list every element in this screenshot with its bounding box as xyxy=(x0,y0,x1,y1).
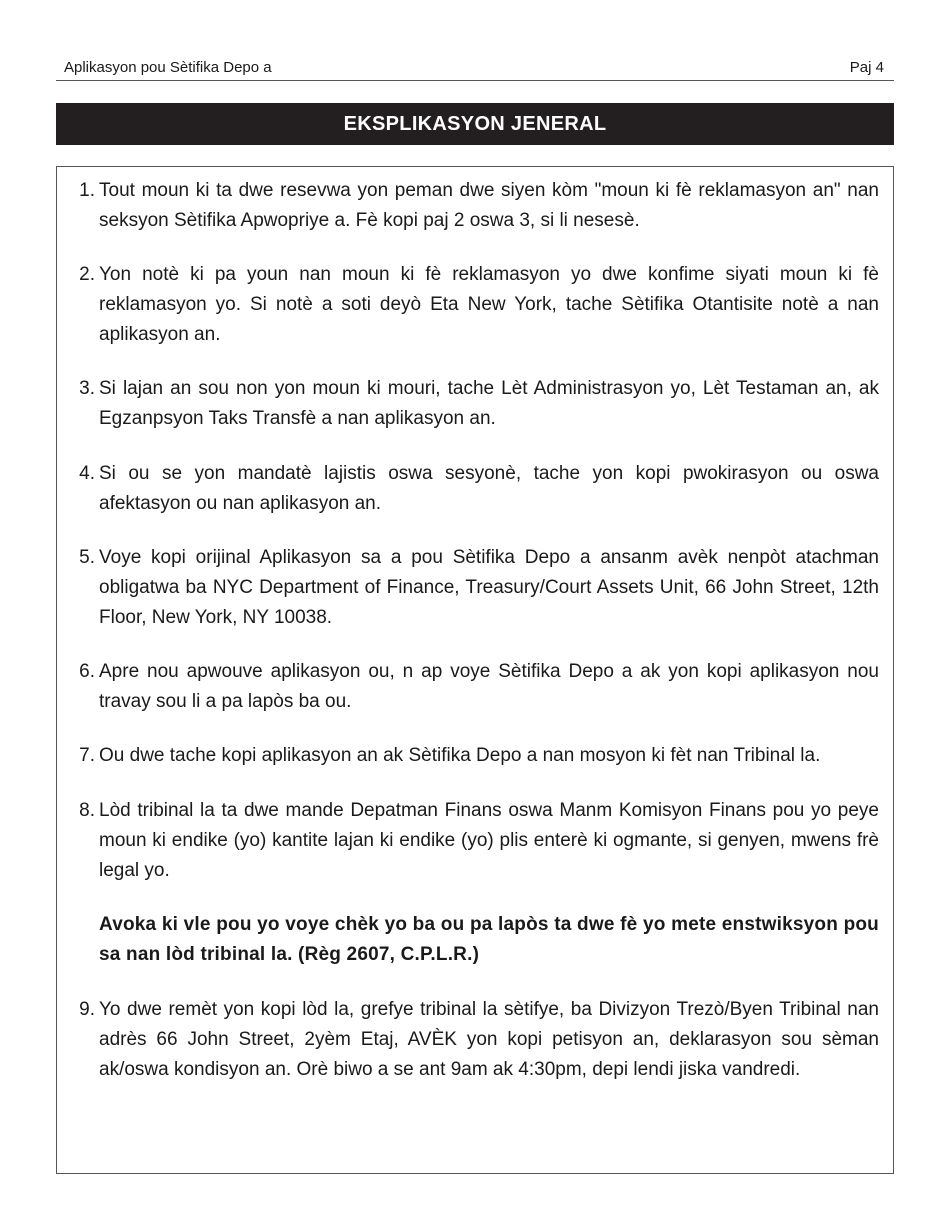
item-number: 6. xyxy=(79,661,95,682)
item-text: Si lajan an sou non yon moun ki mouri, tache Lèt Administrasyon yo, Lèt Testaman an, ak Egzanpsyon Taks Transfè a nan aplikasyon an. xyxy=(99,378,879,429)
item-text: Yo dwe remèt yon kopi lòd la, grefye tribinal la sètifye, ba Divizyon Trezò/Byen Tribinal nan adrès 66 John Street, 2yèm Etaj, AVÈK yon kopi petisyon an, deklarasyon sou sèman ak/oswa kondisyon an. Orè biwo a se ant 9am ak 4:30pm, depi lendi jiska vandredi. xyxy=(99,999,879,1080)
item-number: 8. xyxy=(79,800,95,821)
page-number: Paj 4 xyxy=(849,59,884,76)
instructions-box xyxy=(56,166,894,1174)
item-number: 2. xyxy=(79,264,95,285)
item-text: Yon notè ki pa youn nan moun ki fè reklamasyon yo dwe konfime siyati moun ki fè reklamasyon yo. Si notè a soti deyò Eta New York, tache Sètifika Otantisite notè a nan aplikasyon an. xyxy=(99,264,879,345)
item-number: 4. xyxy=(79,463,95,484)
item-text: Tout moun ki ta dwe resevwa yon peman dwe siyen kòm "moun ki fè reklamasyon an" nan seksyon Sètifika Apwopriye a. Fè kopi paj 2 oswa 3, si li nesesè. xyxy=(99,180,879,231)
item-number: 3. xyxy=(79,378,95,399)
page-header xyxy=(56,56,894,81)
section-title: EKSPLIKASYON JENERAL xyxy=(56,103,894,145)
item-text: Si ou se yon mandatè lajistis oswa sesyonè, tache yon kopi pwokirasyon ou oswa afektasyon ou nan aplikasyon an. xyxy=(99,463,879,514)
item-text: Apre nou apwouve aplikasyon ou, n ap voye Sètifika Depo a ak yon kopi aplikasyon nou travay sou li a pa lapòs ba ou. xyxy=(99,661,879,712)
item-number: 9. xyxy=(79,999,95,1020)
item-number: 1. xyxy=(79,180,95,201)
item-text: Voye kopi orijinal Aplikasyon sa a pou Sètifika Depo a ansanm avèk nenpòt atachman obligatwa ba NYC Department of Finance, Treasury/Court Assets Unit, 66 John Street, 12th Floor, New York, NY 10038. xyxy=(99,547,879,628)
item-text: Ou dwe tache kopi aplikasyon an ak Sètifika Depo a nan mosyon ki fèt nan Tribinal la. xyxy=(99,745,821,766)
attorney-note: Avoka ki vle pou yo voye chèk yo ba ou pa lapòs ta dwe fè yo mete enstwiksyon pou sa nan lòd tribinal la. (Règ 2607, C.P.L.R.) xyxy=(99,914,879,965)
item-number: 7. xyxy=(79,745,95,766)
item-text: Lòd tribinal la ta dwe mande Depatman Finans oswa Manm Komisyon Finans pou yo peye moun ki endike (yo) kantite lajan ki endike (yo) plis enterè ki ogmante, si genyen, mwens frè legal yo. xyxy=(99,800,879,881)
document-title: Aplikasyon pou Sètifika Depo a xyxy=(64,59,272,76)
item-number: 5. xyxy=(79,547,95,568)
